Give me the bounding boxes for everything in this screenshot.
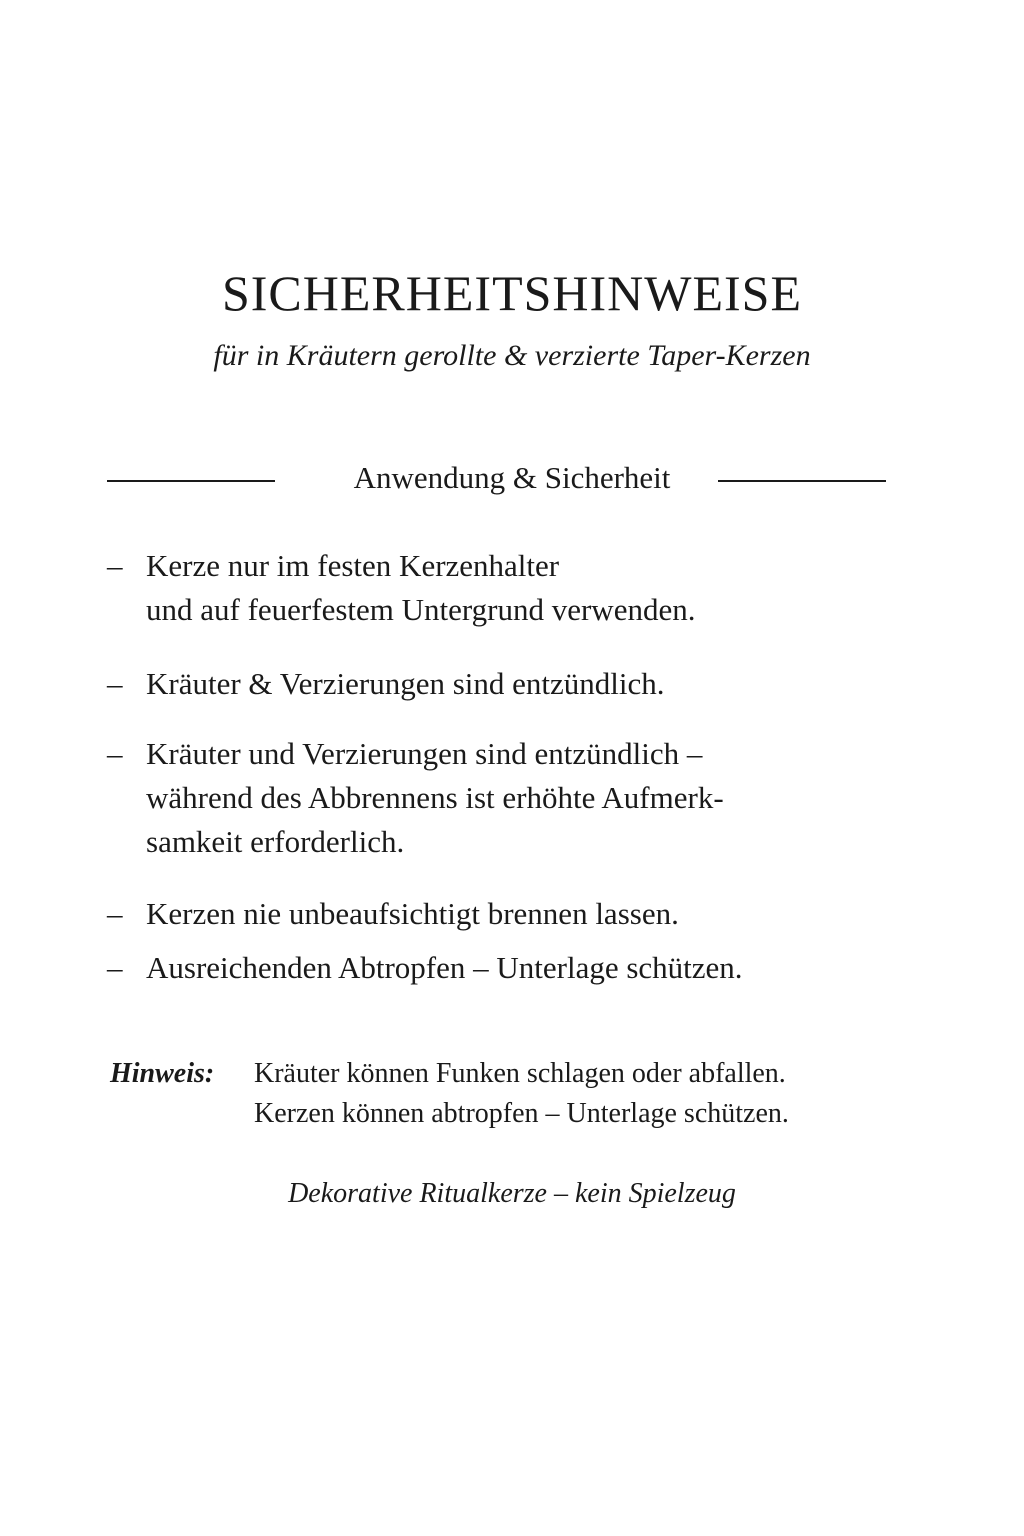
note-line: Kräuter können Funken schlagen oder abfallen. bbox=[254, 1058, 786, 1089]
list-item-text bbox=[146, 892, 906, 936]
list-item-text bbox=[146, 544, 906, 632]
list-dash: – bbox=[107, 548, 123, 583]
list-item-line: samkeit erforderlich. bbox=[146, 824, 405, 859]
section-heading bbox=[0, 456, 1024, 500]
list-item-line: Kerze nur im festen Kerzenhalter bbox=[146, 548, 560, 583]
list-item-text bbox=[146, 732, 906, 864]
list-item-line: Ausreichenden Abtropfen – Unterlage schützen. bbox=[146, 950, 743, 985]
page-title: SICHERHEITSHINWEISE bbox=[221, 265, 803, 321]
list-item-text bbox=[146, 946, 906, 990]
list-item-line: Kräuter & Verzierungen sind entzündlich. bbox=[146, 666, 665, 701]
page-subtitle: für in Kräutern gerollte & verzierte Taper-Kerzen bbox=[213, 339, 811, 372]
list-dash: – bbox=[107, 950, 123, 985]
note-line: Kerzen können abtropfen – Unterlage schützen. bbox=[254, 1098, 789, 1129]
list-dash: – bbox=[107, 666, 123, 701]
section-heading-label: Anwendung & Sicherheit bbox=[353, 460, 671, 495]
list-dash: – bbox=[107, 736, 123, 771]
list-item-line: und auf feuerfestem Untergrund verwenden. bbox=[146, 592, 696, 627]
list-item-line: Kerzen nie unbeaufsichtigt brennen lassen. bbox=[146, 896, 679, 931]
heading-rule-right bbox=[718, 480, 886, 482]
note-label: Hinweis: bbox=[110, 1058, 215, 1089]
list-item-text bbox=[146, 662, 906, 706]
list-dash: – bbox=[107, 896, 123, 931]
note-text bbox=[254, 1054, 954, 1134]
list-item-line: während des Abbrennens ist erhöhte Aufmerk- bbox=[146, 780, 724, 815]
list-item-line: Kräuter und Verzierungen sind entzündlich – bbox=[146, 736, 703, 771]
footer-disclaimer: Dekorative Ritualkerze – kein Spielzeug bbox=[288, 1178, 736, 1209]
